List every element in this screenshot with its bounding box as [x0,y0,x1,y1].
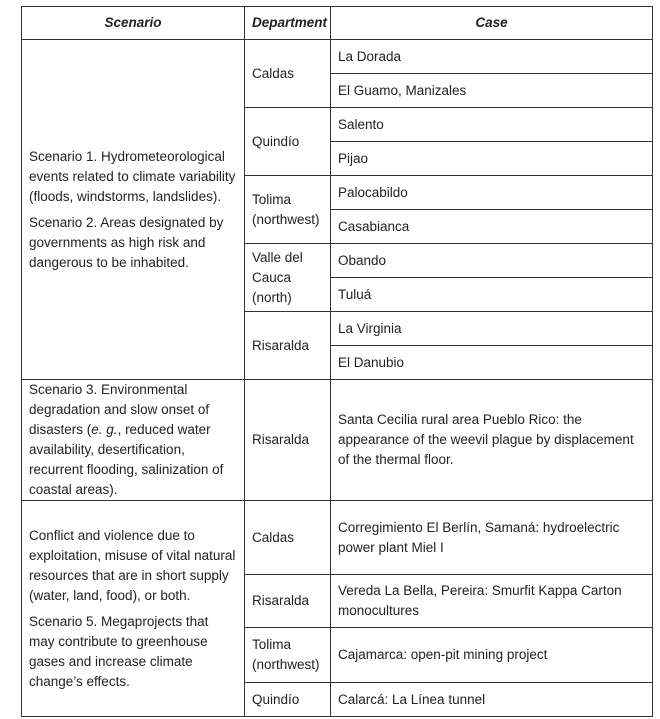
department-cell: Risaralda [245,575,331,628]
case-cell: Pijao [331,142,653,176]
table-row [22,501,653,575]
department-cell: Risaralda [245,380,331,501]
case-cell: Corregimiento El Berlín, Samaná: hydroelectric power plant Miel I [331,501,653,575]
header-case: Case [331,7,653,40]
scenario-cell [22,501,245,717]
case-cell: Vereda La Bella, Pereira: Smurfit Kappa Carton monocultures [331,575,653,628]
scenario-text: Scenario 5. Megaprojects that may contribute to greenhouse gases and increase climate change’s effects. [29,613,209,689]
scenario-cell [22,380,245,501]
scenario-text: Scenario 2. Areas designated by governments as high risk and dangerous to be inhabited. [29,214,224,270]
case-cell: El Danubio [331,346,653,380]
department-cell: Tolima (northwest) [245,628,331,683]
department-cell: Caldas [245,40,331,108]
case-cell: Obando [331,244,653,278]
case-cell: Salento [331,108,653,142]
scenario-text: Scenario 3. Environmental degradation and slow onset of disasters ( [29,382,210,437]
scenario-cell [22,40,245,380]
table-row [22,380,653,501]
scenario-text: Scenario 1. Hydrometeorological events related to climate variability (floods, windstorms, landslides). [29,148,236,204]
case-cell: La Dorada [331,40,653,74]
case-cell: Tuluá [331,278,653,312]
scenario-text-italic: e. g. [91,422,118,437]
department-cell: Risaralda [245,312,331,380]
case-cell: La Virginia [331,312,653,346]
case-cell: Palocabildo [331,176,653,210]
header-row [22,7,653,40]
department-cell: Quindío [245,108,331,176]
department-cell: Tolima (northwest) [245,176,331,244]
scenario-table [21,6,653,717]
scenario-text: , reduced water availability, desertification, recurrent flooding, salinization of coastal areas). [29,422,224,497]
case-cell: El Guamo, Manizales [331,74,653,108]
table-row [22,40,653,74]
header-department: Department [245,7,331,40]
case-cell: Santa Cecilia rural area Pueblo Rico: the appearance of the weevil plague by displacement of the thermal floor. [331,380,653,501]
department-cell: Quindío [245,683,331,717]
scenario-text: Conflict and violence due to exploitation, misuse of vital natural resources that are in short supply (water, land, food), or both. [29,527,236,603]
case-cell: Cajamarca: open-pit mining project [331,628,653,683]
case-cell: Casabianca [331,210,653,244]
department-cell: Caldas [245,501,331,575]
case-cell: Calarcá: La Línea tunnel [331,683,653,717]
department-cell: Valle del Cauca (north) [245,244,331,312]
header-scenario: Scenario [22,7,245,40]
